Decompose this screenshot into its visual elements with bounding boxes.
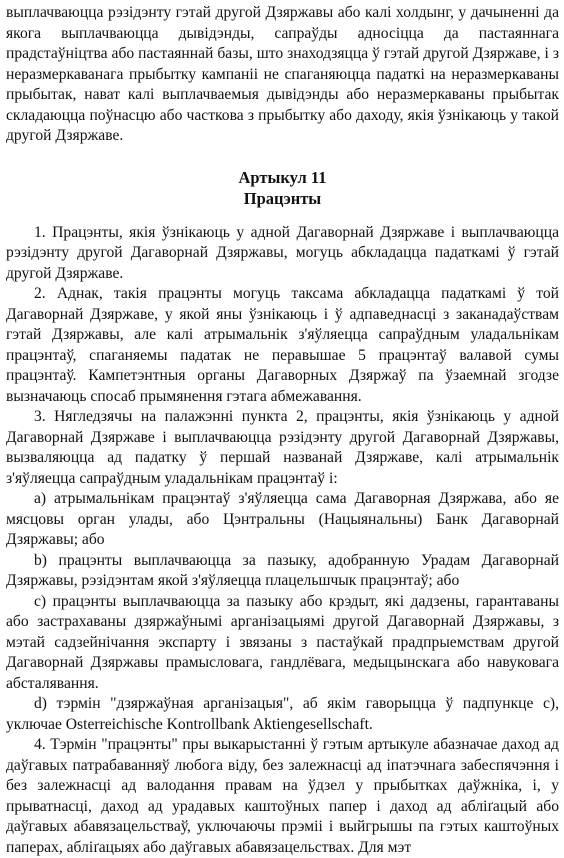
paragraph-1: 1. Працэнты, якія ўзнікаюць у адной Дагаворнай Дзяржаве і выплачваюцца рэзідэнту другой Дагаворнай Дзяржавы, могуць абкладацца падаткамі ў гэтай другой Дзяржаве. (6, 223, 559, 282)
subparagraph-d: d) тэрмін "дзяржаўная арганізацыя", аб якім гаворыцца ў падпункце c), уключае Osterreichische Kontrollbank Aktiengesellschaft. (6, 695, 559, 733)
paragraph-4: 4. Тэрмін "працэнты" пры выкарыстанні ў гэтым артыкуле абазначае даход ад даўгавых патрабаванняў любога віду, без залежнасці ад іпатэчнага забеспячэння і без залежнасці ад валодання правам на ўдзел у прыбытках даўжніка, і, у прыватнасці, даход ад урадавых каштоўных папер і даход ад абліґацый або даўгавых абавязацельстваў, уключаючы прэміі і выйгрышы па гэтых каштоўных паперах, абліґацыях або даўгавых абавязацельствах. Для мэт (6, 736, 559, 856)
intro-paragraph: выплачваюцца рэзідэнту гэтай другой Дзяржавы або калі холдынг, у дачыненні да якога выплачваюцца дывідэнды, сапраўды адносіцца да пастаяннага прадстаўніцтва або пастаяннай базы, што знаходзяцца ў гэтай другой Дзяржаве, і з неразмеркаванага прыбытку кампаніі не спаганяюцца падаткі на неразмеркаваны прыбытак, нават калі выплачваемыя дывідэнды або неразмеркаваны прыбытак складаюцца поўнасцю або часткова з прыбытку або даходу, якія ўзнікаюць у такой другой Дзяржаве. (6, 4, 559, 144)
article-title: Працэнты (243, 188, 322, 208)
article-heading (6, 167, 559, 209)
subparagraph-c: c) працэнты выплачваюцца за пазыку або крэдыт, які дадзены, гарантаваны або застрахаваны дзяржаўнымі арганізацыямі другой Дагаворнай Дзяржавы, з мэтай садзейнічання экспарту і звязаны з пастаўкай прадпрыемствам другой Дагаворнай Дзяржавы прамысловага, гандлёвага, медыцынскага або навуковага абсталявання. (6, 592, 559, 692)
paragraph-3: 3. Нягледзячы на палажэнні пункта 2, працэнты, якія ўзнікаюць у адной Дагаворнай Дзяржаве і выплачваюцца рэзідэнту другой Дагаворнай Дзяржавы, вызваляюцца ад падатку ў першай названай Дзяржаве, калі атрымальнік з'яўляецца сапраўдным уладальнікам працэнтаў і: (6, 408, 559, 487)
subparagraph-b: b) працэнты выплачваюцца за пазыку, адобранную Урадам Дагаворнай Дзяржавы, рэзідэнтам якой з'яўляецца плацельшчык працэнтаў; або (6, 551, 559, 589)
article-number: Артыкул 11 (238, 167, 327, 187)
subparagraph-a: a) атрымальнікам працэнтаў з'яўляецца сама Дагаворная Дзяржава, або яе мясцовы орган улады, або Цэнтральны (Нацыянальны) Банк Дагаворнай Дзяржавы; або (6, 490, 559, 548)
paragraph-2: 2. Аднак, такія працэнты могуць таксама абкладацца падаткамі ў той Дагаворнай Дзяржаве, у якой яны ўзнікаюць і ў адпаведнасці з заканадаўствам гэтай Дзяржавы, але калі атрымальнік з'яўляецца сапраўдным уладальнікам працэнтаў, спаганяемы падатак не перавышае 5 працэнтаў валавой сумы працэнтаў. Кампетэнтныя органы Дагаворных Дзяржаў па ўзаемнай згодзе вызначаюць спосаб прымянення гэтага абмежавання. (6, 285, 559, 405)
